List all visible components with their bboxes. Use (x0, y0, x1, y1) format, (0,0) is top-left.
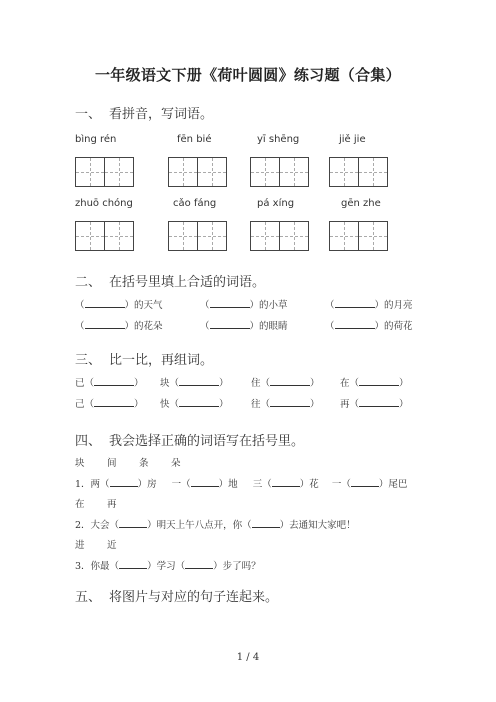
question-2: 2．大会（ ）明天上午八点开，你（ ）去通知大家吧！ (75, 520, 356, 531)
question-3: 3．你最（ ）学习（ ）步了吗？ (75, 561, 261, 572)
answer-blank[interactable] (335, 319, 375, 329)
section-5-heading (75, 586, 278, 605)
section-number: 三、 (75, 353, 102, 368)
section-2-heading (75, 271, 265, 290)
answer-blank[interactable] (351, 477, 379, 487)
writing-grid[interactable] (250, 221, 309, 250)
section-3-heading (75, 349, 213, 368)
pinyin: pá xíng (257, 198, 295, 209)
pinyin: jiě jie (339, 134, 366, 145)
pinyin: fēn bié (177, 134, 212, 145)
fill-item: （ ）的荷花 (325, 321, 413, 332)
pinyin: yī shēng (257, 134, 300, 145)
section-text: 比一比，再组词。 (109, 353, 214, 368)
answer-blank[interactable] (210, 319, 250, 329)
section-number: 四、 (75, 434, 102, 449)
fill-item: （ ）的天气 (75, 300, 163, 311)
answer-blank[interactable] (270, 376, 310, 386)
section-text: 将图片与对应的句子连起来。 (109, 590, 279, 605)
fill-item: （ ）的小草 (200, 300, 288, 311)
section-number: 五、 (75, 590, 102, 605)
section-4-heading (75, 430, 304, 449)
fill-item: （ ）的眼睛 (200, 321, 288, 332)
section-text: 看拼音，写词语。 (109, 107, 214, 122)
pinyin: bìng rén (75, 134, 117, 145)
answer-blank[interactable] (272, 477, 300, 487)
answer-blank[interactable] (179, 376, 219, 386)
section-text: 在括号里填上合适的词语。 (109, 275, 266, 290)
section-number: 二、 (75, 275, 102, 290)
answer-blank[interactable] (359, 397, 399, 407)
fill-item: （ ）的花朵 (75, 321, 163, 332)
answer-blank[interactable] (85, 298, 125, 308)
section-text: 我会选择正确的词语写在括号里。 (109, 434, 305, 449)
pinyin: zhuō chóng (75, 198, 133, 209)
section-number: 一、 (75, 107, 102, 122)
answer-blank[interactable] (210, 298, 250, 308)
writing-grid[interactable] (250, 157, 309, 186)
writing-grid[interactable] (75, 221, 134, 250)
writing-grid[interactable] (329, 157, 388, 186)
answer-blank[interactable] (252, 518, 280, 528)
answer-blank[interactable] (359, 376, 399, 386)
compare-item: 在（ ） (340, 378, 409, 389)
fill-item: （ ）的月亮 (325, 300, 413, 311)
section-1-heading (75, 103, 213, 122)
writing-grid[interactable] (168, 157, 227, 186)
answer-blank[interactable] (335, 298, 375, 308)
compare-item: 己（ ） (75, 399, 144, 410)
answer-blank[interactable] (110, 477, 138, 487)
answer-blank[interactable] (119, 518, 147, 528)
pinyin: gēn zhe (341, 198, 381, 209)
answer-blank[interactable] (94, 376, 134, 386)
compare-item: 已（ ） (75, 378, 144, 389)
compare-item: 再（ ） (340, 399, 409, 410)
word-bank: 在 再 (75, 499, 117, 510)
page-number: 1 / 4 (236, 652, 260, 663)
compare-item: 往（ ） (251, 399, 320, 410)
writing-grid[interactable] (329, 221, 388, 250)
word-bank: 块 间 条 朵 (75, 458, 181, 469)
answer-blank[interactable] (85, 319, 125, 329)
compare-item: 住（ ） (251, 378, 320, 389)
writing-grid[interactable] (168, 221, 227, 250)
answer-blank[interactable] (94, 397, 134, 407)
answer-blank[interactable] (191, 477, 219, 487)
word-bank: 进 近 (75, 540, 117, 551)
compare-item: 快（ ） (160, 399, 229, 410)
page-title: 一年级语文下册《荷叶圆圆》练习题（合集） (94, 66, 401, 84)
compare-item: 块（ ） (160, 378, 229, 389)
answer-blank[interactable] (270, 397, 310, 407)
answer-blank[interactable] (119, 559, 147, 569)
writing-grid[interactable] (75, 157, 134, 186)
pinyin: cǎo fáng (173, 198, 217, 209)
answer-blank[interactable] (179, 397, 219, 407)
answer-blank[interactable] (185, 559, 213, 569)
question-1: 1．两（ ）房 一（ ）地 三（ ）花 一（ ）尾巴 (75, 479, 408, 490)
